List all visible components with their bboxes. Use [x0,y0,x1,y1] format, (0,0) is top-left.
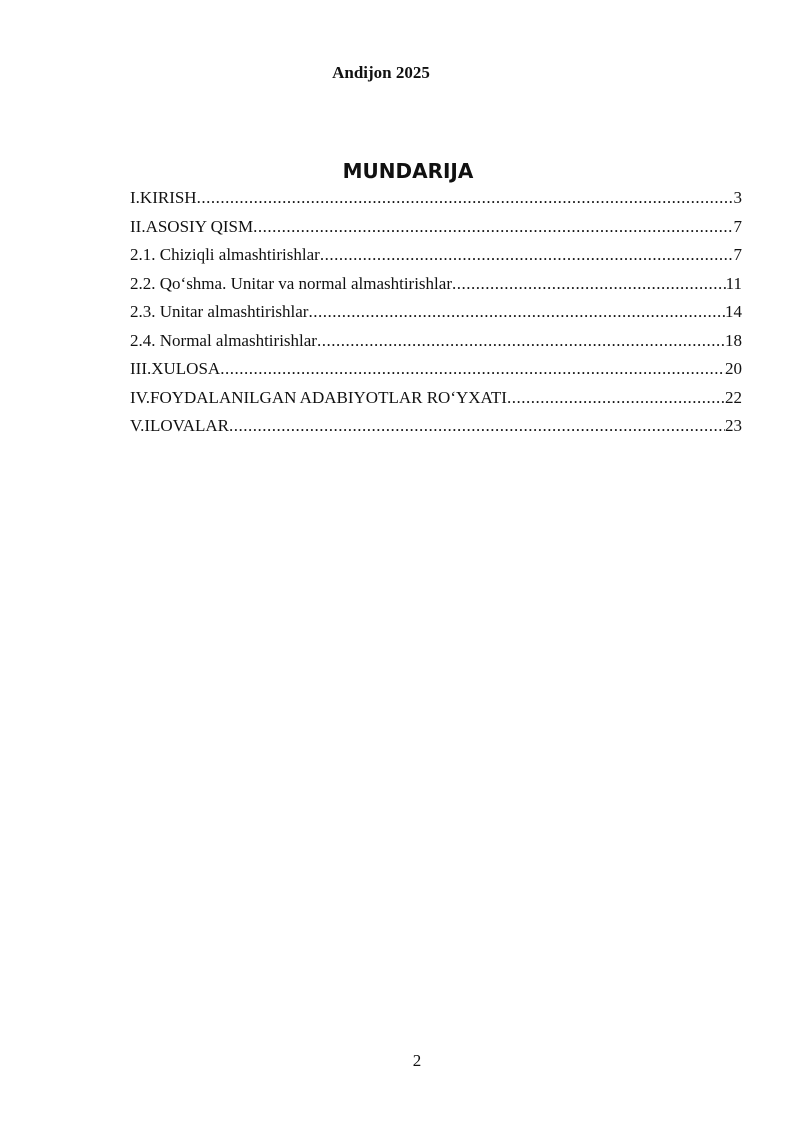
toc-entry-label: I.KIRISH [130,188,197,207]
toc-leader-dots [317,329,725,353]
toc-leader-dots [507,386,725,410]
toc-entry-label: II.ASOSIY QISM [130,216,254,236]
toc-entry[interactable] [130,186,742,215]
city-year-heading: Andijon 2025 [332,63,430,82]
toc-entry-label: 2.3. Unitar almashtirishlar [130,302,309,321]
toc-leader-dots [308,300,725,324]
toc-entry-label: 2.4. Normal almashtirishlar [130,330,317,350]
toc-leader-dots [320,243,734,267]
toc-entry[interactable] [130,300,742,329]
toc-leader-dots [452,272,726,296]
toc-entry[interactable] [130,329,742,358]
toc-entry-label: 2.1. Chiziqli almashtirishlar [130,245,320,264]
toc-entry-page: 14 [725,302,742,321]
toc-entry-label: V.ILOVALAR [130,416,230,435]
toc-leader-dots [197,186,734,210]
toc-entry-page: 7 [733,245,742,264]
toc-entry-page: 18 [725,330,742,350]
toc-entry-page: 22 [725,387,742,407]
toc-leader-dots [220,357,725,381]
toc-leader-dots [229,414,725,438]
toc-entry[interactable] [130,357,742,386]
toc-entry-page: 11 [725,273,742,293]
toc-entry[interactable] [130,215,742,244]
toc-title: MUNDARIJA [342,159,474,183]
page-number: 2 [412,1051,422,1070]
toc-entry[interactable] [130,386,742,415]
toc-entry[interactable] [130,414,742,443]
toc-entry-page: 20 [725,359,742,378]
toc-entry[interactable] [130,272,742,301]
toc-entry-label: III.XULOSA [130,359,221,378]
toc-leader-dots [253,215,733,239]
toc-entry-page: 23 [725,416,742,435]
toc-entry-label: 2.2. Qo‘shma. Unitar va normal almashtirishlar [130,273,452,293]
toc-entry-page: 3 [733,188,742,207]
toc-entry-label: IV.FOYDALANILGAN ADABIYOTLAR RO‘YXATI [130,387,507,407]
table-of-contents [130,186,742,443]
toc-entry-page: 7 [733,216,742,236]
toc-entry[interactable] [130,243,742,272]
